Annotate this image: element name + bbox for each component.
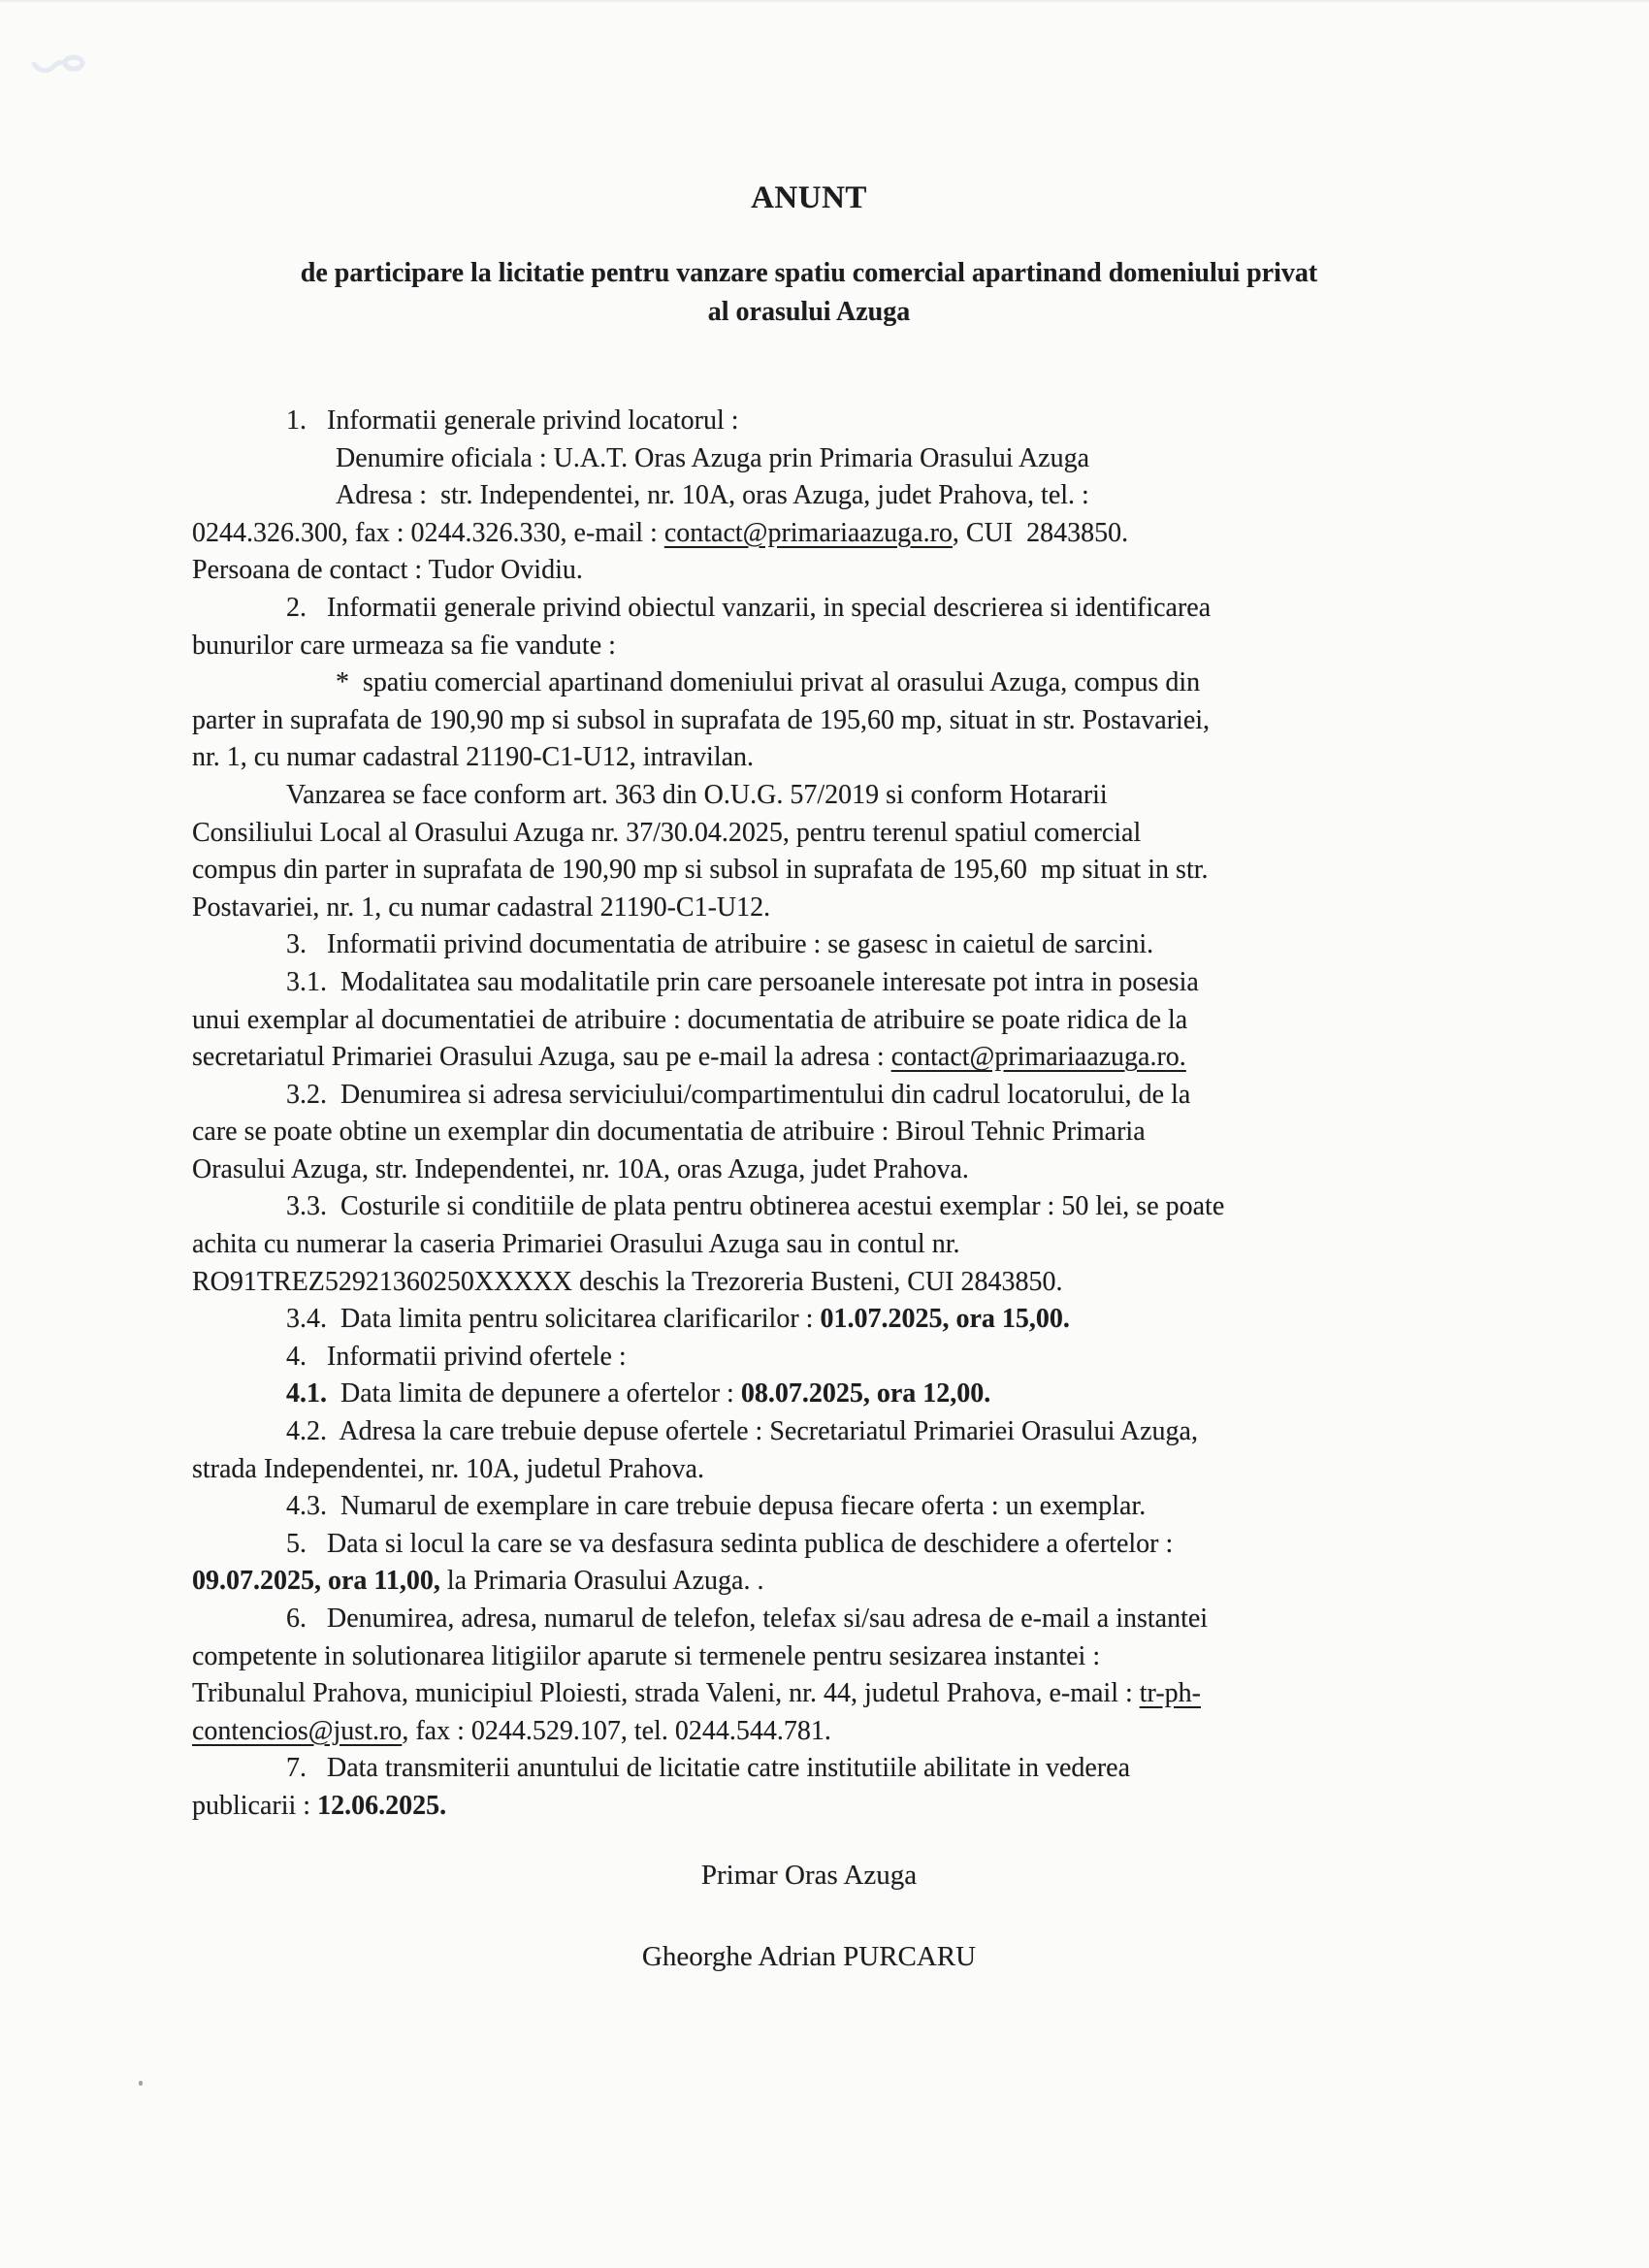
text-run: bunurilor care urmeaza sa fie vandute : (192, 630, 616, 661)
text-run: nr. 1, cu numar cadastral 21190-C1-U12, intravilan. (192, 742, 755, 773)
document-line (192, 1002, 1426, 1040)
document-line (192, 1563, 1426, 1601)
document-line (192, 1675, 1426, 1713)
text-run: 5. Data si locul la care se va desfasura sedinta publica de deschidere a ofertelor : (286, 1528, 1174, 1559)
text-run: publicarii : (192, 1790, 318, 1821)
document-line (192, 590, 1426, 628)
document-body (192, 403, 1426, 1826)
text-run: , fax : 0244.529.107, tel. 0244.544.781. (402, 1715, 831, 1746)
text-run: care se poate obtine un exemplar din documentatia de atribuire : Biroul Tehnic Primaria (192, 1117, 1146, 1148)
emphasized-text-run: 08.07.2025, ora 12,00. (740, 1378, 991, 1409)
emphasized-text-run: 09.07.2025, ora 11,00, (192, 1566, 440, 1597)
text-run: 4.3. Numarul de exemplare in care trebuie depusa fiecare oferta : un exemplar. (286, 1491, 1147, 1522)
text-run: 4.2. Adresa la care trebuie depuse ofertele : Secretariatul Primariei Orasului Azuga, (286, 1416, 1198, 1447)
text-run: Denumire oficiala : U.A.T. Oras Azuga prin Primaria Orasului Azuga (336, 442, 1090, 473)
document-line (192, 1413, 1426, 1451)
document-line (192, 403, 1426, 440)
document-line (192, 1638, 1426, 1676)
text-run: Orasului Azuga, str. Independentei, nr. 10A, oras Azuga, judet Prahova. (192, 1153, 969, 1184)
text-run: 7. Data transmiterii anuntului de licitatie catre institutiile abilitate in vederea (286, 1753, 1131, 1784)
document-line (192, 1264, 1426, 1302)
text-run: 1. Informatii generale privind locatorul : (286, 405, 739, 436)
text-run: 3.3. Costurile si conditiile de plata pentru obtinerea acestui exemplar : 50 lei, se poate (286, 1191, 1225, 1222)
document-line (192, 1301, 1426, 1339)
document-line (192, 702, 1426, 740)
text-run: competente in solutionarea litigiilor aparute si termenele pentru sesizarea instantei : (192, 1640, 1101, 1671)
document-line (192, 1151, 1426, 1189)
document-line (192, 1226, 1426, 1264)
text-run: 3.1. Modalitatea sau modalitatile prin care persoanele interesate pot intra in posesia (286, 966, 1199, 997)
text-run: 3.4. Data limita pentru solicitarea clarificarilor : (286, 1304, 821, 1335)
email-link-text: contact@primariaazuga.ro. (890, 1042, 1186, 1073)
emphasized-text-run: 12.06.2025. (317, 1790, 447, 1821)
document-title: ANUNT (751, 180, 867, 215)
text-run: achita cu numerar la caseria Primariei Orasului Azuga sau in contul nr. (192, 1229, 960, 1260)
document-line (192, 1713, 1426, 1751)
text-run: compus din parter in suprafata de 190,90 mp si subsol in suprafata de 195,60 mp situat in str. (192, 855, 1209, 886)
text-run: secretariatul Primariei Orasului Azuga, sau pe e-mail la adresa : (192, 1042, 891, 1073)
text-run: Vanzarea se face conform art. 363 din O.U.G. 57/2019 si conform Hotararii (286, 779, 1108, 810)
text-run: 2. Informatii generale privind obiectul vanzarii, in special descrierea si identificarea (286, 592, 1212, 623)
document-subtitle (192, 254, 1426, 332)
document-line (192, 964, 1426, 1002)
text-run: strada Independentei, nr. 10A, judetul Prahova. (192, 1453, 704, 1484)
document-line (192, 440, 1426, 478)
document-line (192, 1039, 1426, 1077)
text-run: 4. Informatii privind ofertele : (286, 1341, 627, 1372)
document-line (192, 815, 1426, 853)
text-run: Postavariei, nr. 1, cu numar cadastral 21190-C1-U12. (192, 891, 771, 923)
text-run: Consiliului Local al Orasului Azuga nr. 37/30.04.2025, pentru terenul spatiul comercial (192, 817, 1142, 848)
text-run: 3. Informatii privind documentatia de atribuire : se gasesc in caietul de sarcini. (286, 929, 1154, 960)
document-subtitle-line-2: al orasului Azuga (707, 297, 911, 327)
text-run: 3.2. Denumirea si adresa serviciului/compartimentului din cadrul locatorului, de la (286, 1079, 1191, 1110)
document-line (192, 777, 1426, 815)
pen-mark-icon (31, 47, 89, 80)
email-link-text: contencios@just.ro (192, 1715, 403, 1746)
document-line (192, 1601, 1426, 1638)
text-run: , CUI 2843850. (952, 517, 1129, 548)
email-link-text: contact@primariaazuga.ro (663, 517, 953, 548)
text-run: unui exemplar al documentatiei de atribuire : documentatia de atribuire se poate ridica de la (192, 1004, 1188, 1035)
text-run: 6. Denumirea, adresa, numarul de telefon, telefax si/sau adresa de e-mail a instantei (286, 1604, 1209, 1634)
text-run: Data limita de depunere a ofertelor : (327, 1378, 741, 1409)
document-line (192, 477, 1426, 515)
text-run: la Primaria Orasului Azuga. . (439, 1566, 764, 1597)
document-line (192, 1114, 1426, 1151)
document-line (192, 628, 1426, 665)
document-subtitle-line-1: de participare la licitatie pentru vanzare spatiu comercial apartinand domeniului privat (300, 258, 1318, 288)
document-line (192, 1526, 1426, 1564)
document-line (192, 1188, 1426, 1226)
document-line (192, 926, 1426, 964)
text-run: * spatiu comercial apartinand domeniului privat al orasului Azuga, compus din (336, 667, 1201, 698)
document-line (192, 1788, 1426, 1826)
text-run: 0244.326.300, fax : 0244.326.330, e-mail : (192, 517, 664, 548)
text-run: Adresa : str. Independentei, nr. 10A, oras Azuga, judet Prahova, tel. : (336, 480, 1089, 511)
document-line (192, 852, 1426, 890)
document-line (192, 1339, 1426, 1377)
signature-name: Gheorghe Adrian PURCARU (641, 1941, 977, 1972)
document-line (192, 664, 1426, 702)
document-line (192, 1750, 1426, 1788)
text-run: Tribunalul Prahova, municipiul Ploiesti, strada Valeni, nr. 44, judetul Prahova, e-mail : (192, 1678, 1140, 1709)
document-line (192, 1376, 1426, 1413)
emphasized-text-run: 4.1. (286, 1378, 327, 1409)
document-line (192, 1451, 1426, 1489)
scan-speck-artifact (139, 2081, 143, 2086)
text-run: parter in suprafata de 190,90 mp si subsol in suprafata de 195,60 mp, situat in str. Postavariei, (192, 704, 1211, 735)
emphasized-text-run: 01.07.2025, ora 15,00. (820, 1304, 1070, 1335)
document-line (192, 1077, 1426, 1115)
document-line (192, 515, 1426, 553)
document-line (192, 552, 1426, 590)
document-line (192, 890, 1426, 927)
document-line (192, 1488, 1426, 1526)
email-link-text: tr-ph- (1139, 1678, 1201, 1709)
signature-role: Primar Oras Azuga (700, 1860, 918, 1891)
scan-edge-artifact (0, 0, 1649, 3)
document-line (192, 739, 1426, 777)
text-run: RO91TREZ52921360250XXXXX deschis la Trezoreria Busteni, CUI 2843850. (192, 1266, 1063, 1297)
text-run: Persoana de contact : Tudor Ovidiu. (192, 555, 583, 586)
